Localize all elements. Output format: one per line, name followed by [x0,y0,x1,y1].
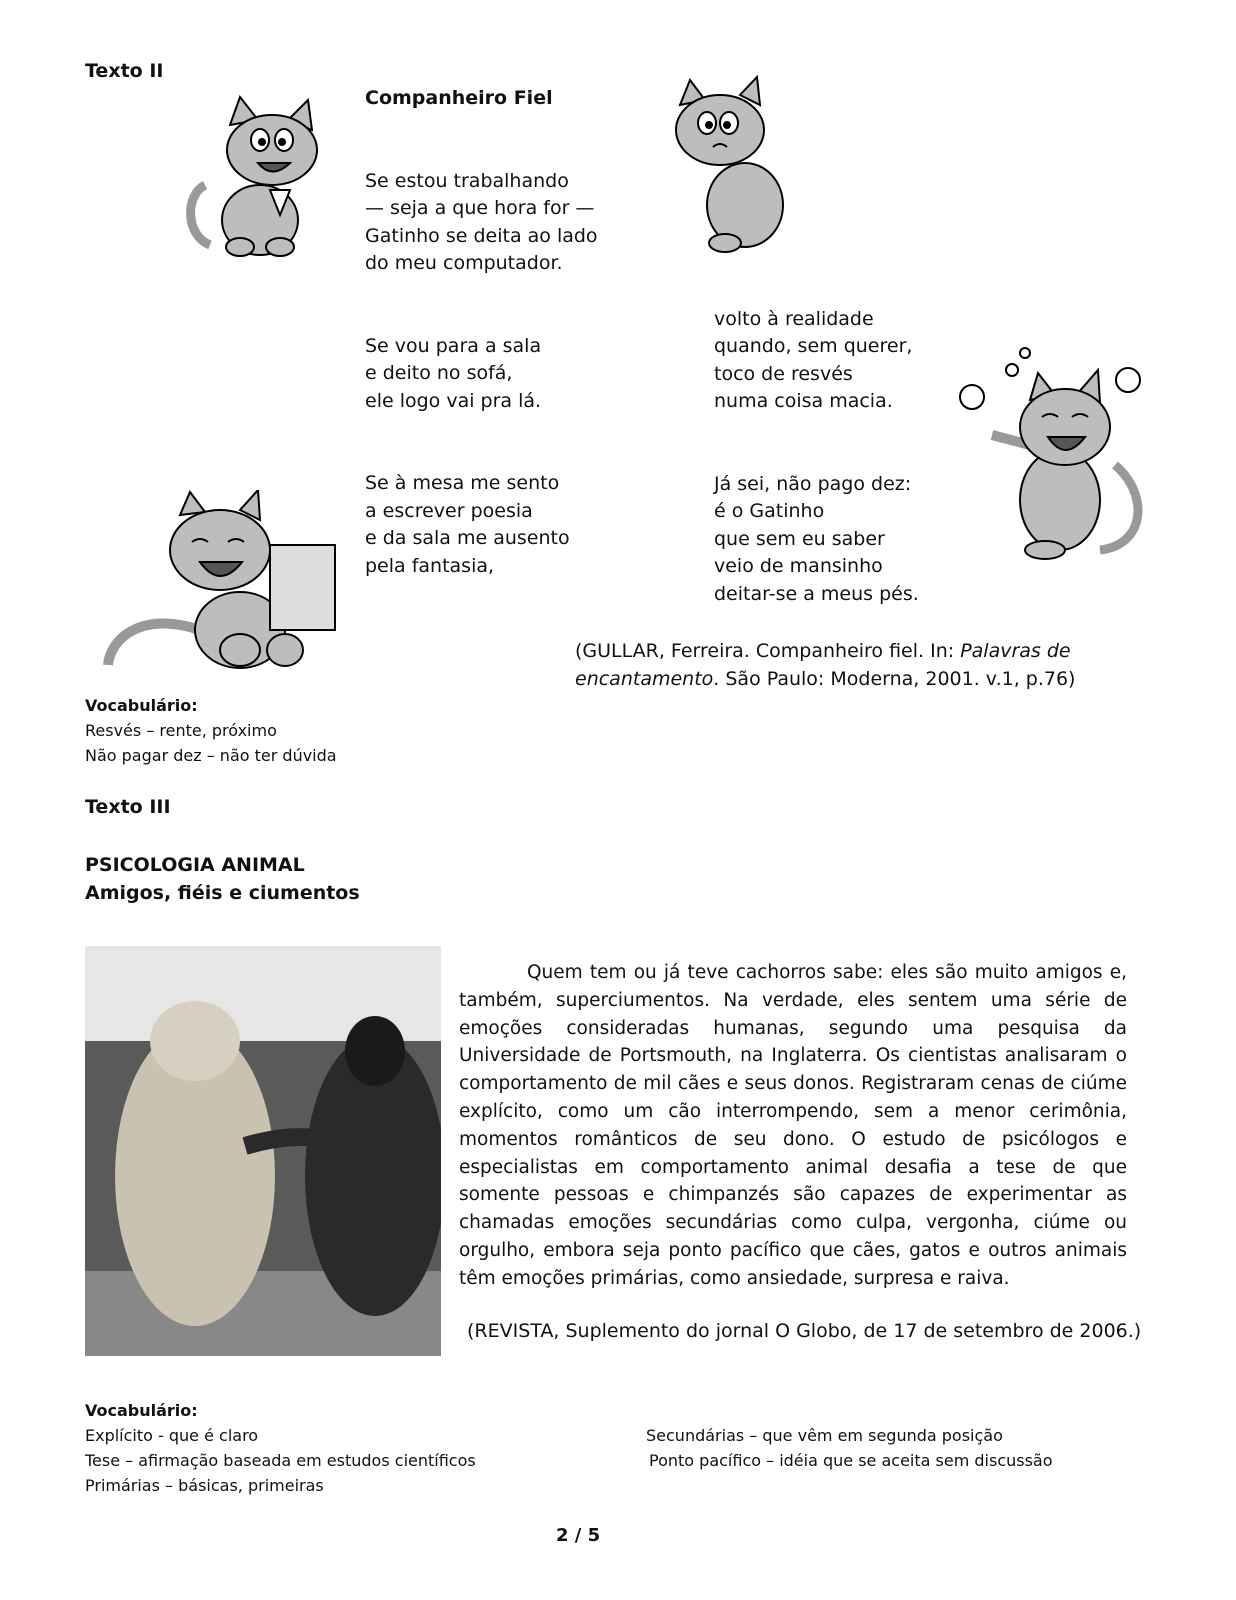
vocab-texto3-right [646,1423,1146,1473]
cat-illustration-3 [950,345,1150,560]
citation-gullar-book: Palavras de encantamento [575,640,1071,690]
vocab-title: Vocabulário: [85,696,198,715]
citation-gullar-part2: . São Paulo: Moderna, 2001. v.1, p.76) [713,668,1076,690]
vocab-item: Ponto pacífico – idéia que se aceita sem discussão [649,1451,1053,1470]
stanza-1: Se estou trabalhando — seja a que hora for — Gatinho se deita ao lado do meu computador. [365,169,598,274]
article-header [85,851,360,907]
vocab-item: Tese – afirmação baseada em estudos científicos [85,1451,476,1470]
page-number: 2 / 5 [556,1525,601,1546]
cat-illustration-2 [665,75,795,255]
poem-title: Companheiro Fiel [365,87,553,109]
vocab-texto2 [85,693,337,768]
vocab-title: Vocabulário: [85,1401,198,1420]
poem-left-column [365,140,665,608]
article-subtitle: Amigos, fiéis e ciumentos [85,882,360,904]
texto-ii-label: Texto II [85,60,164,82]
cat-illustration-4 [100,490,345,675]
article-section: PSICOLOGIA ANIMAL [85,854,305,876]
citation-globo: (REVISTA, Suplemento do jornal O Globo, de 17 de setembro de 2006.) [467,1320,1142,1342]
stanza-5: Já sei, não pago dez: é o Gatinho que sem eu saber veio de mansinho deitar-se a meus pés. [714,472,919,605]
article-paragraph: Quem tem ou já teve cachorros sabe: eles são muito amigos e, também, superciumentos. Na verdade, eles sentem uma série de emoções consideradas humanas, segundo uma pesquisa da Universidade de Portsmouth, na Inglaterra. Os cientistas analisaram o comportamento de mil cães e seus donos. Registraram cenas de ciúme explícito, como um cão interrompendo, sem a menor cerimônia, momentos românticos de seu dono. O estudo de psicólogos e especialistas em comportamento animal desafia a tese de que somente pessoas e chimpanzés são capazes de experimentar as chamadas emoções secundárias como culpa, vergonha, ciúme ou orgulho, embora seja ponto pacífico que cães, gatos e outros animais têm emoções primárias, como ansiedade, surpresa e raiva. [459,962,1127,1289]
vocab-item: Primárias – básicas, primeiras [85,1476,324,1495]
vocab-item: Secundárias – que vêm em segunda posição [646,1426,1003,1445]
citation-gullar [575,637,1095,693]
cat-illustration-1 [180,95,330,265]
vocab-item: Explícito - que é claro [85,1426,259,1445]
citation-gullar-part1: (GULLAR, Ferreira. Companheiro fiel. In: [575,640,961,662]
vocab-item: Resvés – rente, próximo [85,721,277,740]
stanza-2: Se vou para a sala e deito no sofá, ele logo vai pra lá. [365,334,542,412]
photo-dog-and-woman [85,946,441,1356]
vocab-item: Não pagar dez – não ter dúvida [85,746,337,765]
stanza-4: volto à realidade quando, sem querer, toco de resvés numa coisa macia. [714,307,913,412]
vocab-texto3-left [85,1398,645,1498]
texto-iii-label: Texto III [85,796,171,818]
stanza-3: Se à mesa me sento a escrever poesia e da sala me ausento pela fantasia, [365,472,570,577]
poem-right-column [714,278,954,636]
